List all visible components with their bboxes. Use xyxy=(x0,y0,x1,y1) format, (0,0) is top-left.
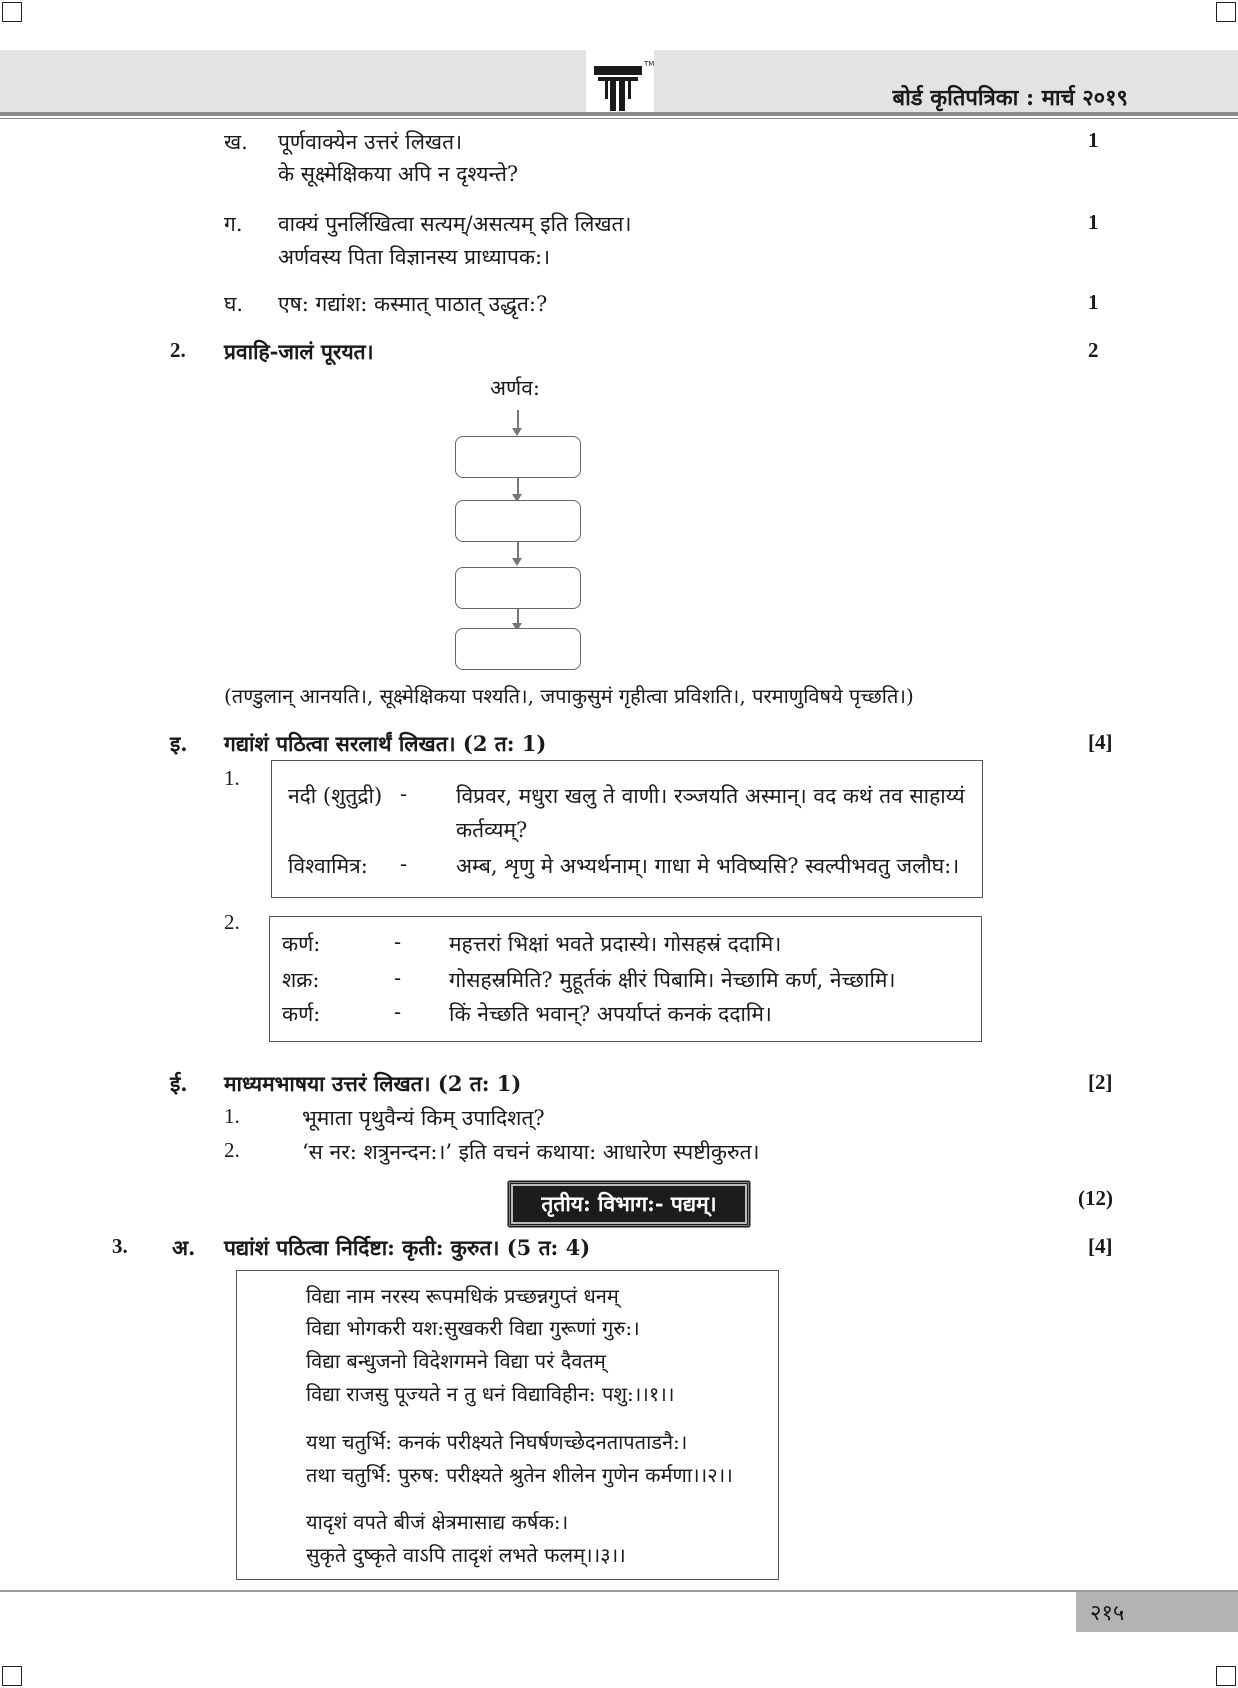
publisher-logo xyxy=(586,50,654,114)
qii-marks: [2] xyxy=(1088,1070,1113,1094)
flow-box-3[interactable] xyxy=(455,567,581,609)
qi-p2-line-1: महत्तरां भिक्षां भवते प्रदास्ये। गोसहस्रं ददामि। xyxy=(449,932,782,956)
qii-item-1-number: 1. xyxy=(224,1104,240,1128)
verse-line-3: विद्या बन्धुजनो विदेशगमने विद्या परं दैवतम् xyxy=(306,1349,606,1373)
q3-marks: [4] xyxy=(1088,1234,1113,1258)
q1-ga-marks: 1 xyxy=(1088,210,1099,234)
qi-p1-speaker-2: विश्वामित्र: xyxy=(288,854,368,878)
q2-number: 2. xyxy=(170,338,186,362)
flow-box-1[interactable] xyxy=(455,436,581,478)
qi-p1-line-2: अम्ब, शृणु मे अभ्यर्थनाम्। गाधा मे भविष्यसि? स्वल्पीभवतु जलौघ:। xyxy=(456,854,960,878)
qi-p1-dash-1: - xyxy=(400,782,408,806)
q1-ga-instruction: वाक्यं पुनर्लिखित्वा सत्यम्/असत्यम् इति लिखत। xyxy=(278,212,632,236)
q3-number: 3. xyxy=(112,1234,128,1258)
flow-box-4[interactable] xyxy=(455,628,581,670)
q1-ga-label: ग. xyxy=(224,212,243,236)
header-rule-thin xyxy=(0,118,1238,119)
q1-kha-instruction: पूर्णवाक्येन उत्तरं लिखत। xyxy=(278,130,463,154)
q1-kha-marks: 1 xyxy=(1088,128,1099,152)
verse-line-7: यादृशं वपते बीजं क्षेत्रमासाद्य कर्षक:। xyxy=(306,1510,569,1534)
qi-p1-speaker-1: नदी (शुतुद्री) xyxy=(288,784,383,808)
q1-kha-question: के सूक्ष्मेक्षिकया अपि न दृश्यन्ते? xyxy=(278,162,519,186)
qi-p2-speaker-2: शक्र: xyxy=(282,968,320,992)
flow-arrow-icon xyxy=(512,428,522,436)
crop-mark-top-right xyxy=(1216,2,1236,22)
footer-rule xyxy=(0,1590,1238,1592)
header-rule xyxy=(0,112,1238,116)
qii-item-1-text: भूमाता पृथुवैन्यं किम् उपादिशत्? xyxy=(302,1106,545,1130)
page-number: २१५ xyxy=(1076,1592,1238,1632)
qi-p2-dash-1: - xyxy=(394,930,402,954)
q1-kha-label: ख. xyxy=(224,130,248,154)
qi-p2-dash-3: - xyxy=(394,1000,402,1024)
verse-line-2: विद्या भोगकरी यश:सुखकरी विद्या गुरूणां गुरु:। xyxy=(306,1316,640,1340)
crop-mark-bottom-left xyxy=(2,1666,22,1686)
verse-line-6: तथा चतुर्भि: पुरुष: परीक्ष्यते श्रुतेन शीलेन गुणेन कर्मणा।।२।। xyxy=(306,1463,733,1487)
svg-text:TM: TM xyxy=(644,60,654,68)
flow-arrow-icon xyxy=(512,558,522,566)
verse-line-1: विद्या नाम नरस्य रूपमधिकं प्रच्छन्नगुप्तं धनम् xyxy=(306,1284,619,1308)
qi-p1-line-1a: विप्रवर, मधुरा खलु ते वाणी। रञ्जयति अस्मान्। वद कथं तव साहाय्यं xyxy=(456,784,965,808)
qi-p2-dash-2: - xyxy=(394,966,402,990)
q3-label: अ. xyxy=(172,1235,196,1260)
flow-top-label: अर्णव: xyxy=(490,376,540,400)
q1-gha-label: घ. xyxy=(224,292,244,316)
qii-item-2-text: ‘स नर: शत्रुनन्दन:।’ इति वचनं कथाया: आधारेण स्पष्टीकुरुत। xyxy=(302,1140,760,1164)
qi-marks: [4] xyxy=(1088,730,1113,754)
section-3-badge: तृतीय: विभाग:- पद्यम्। xyxy=(507,1180,751,1228)
crop-mark-top-left xyxy=(2,2,22,22)
qi-p2-number: 2. xyxy=(224,910,240,934)
qi-p2-speaker-3: कर्ण: xyxy=(282,1002,321,1026)
qi-p1-dash-2: - xyxy=(400,852,408,876)
qi-p2-speaker-1: कर्ण: xyxy=(282,932,321,956)
section-3-marks: (12) xyxy=(1078,1186,1113,1210)
qii-label: ई. xyxy=(170,1071,188,1096)
qi-label: इ. xyxy=(170,731,188,756)
qi-p2-line-3: किं नेच्छति भवान्? अपर्याप्तं कनकं ददामि। xyxy=(449,1002,772,1026)
q2-title: प्रवाहि-जालं पूरयत। xyxy=(224,339,374,364)
qi-p1-number: 1. xyxy=(224,766,240,790)
verse-line-4: विद्या राजसु पूज्यते न तु धनं विद्याविहीन: पशु:।।१।। xyxy=(306,1382,675,1406)
header-title: बोर्ड कृतिपत्रिका : मार्च २०१९ xyxy=(892,85,1128,111)
verse-line-8: सुकृते दुष्कृते वाऽपि तादृशं लभते फलम्।।३।। xyxy=(306,1543,626,1567)
t-logo-icon xyxy=(586,50,654,114)
qii-title: माध्यमभाषया उत्तरं लिखत। (2 त: 1) xyxy=(224,1071,522,1096)
qi-title: गद्यांशं पठित्वा सरलार्थं लिखत। (2 त: 1) xyxy=(224,731,547,756)
q1-ga-question: अर्णवस्य पिता विज्ञानस्य प्राध्यापक:। xyxy=(278,245,551,269)
q2-options: (तण्डुलान् आनयति।, सूक्ष्मेक्षिकया पश्यति।, जपाकुसुमं गृहीत्वा प्रविशति।, परमाणुविषये पृच्छति।) xyxy=(224,684,914,708)
crop-mark-bottom-right xyxy=(1216,1666,1236,1686)
qi-p2-line-2: गोसहस्रमिति? मुहूर्तकं क्षीरं पिबामि। नेच्छामि कर्ण, नेच्छामि। xyxy=(449,968,896,992)
verse-line-5: यथा चतुर्भि: कनकं परीक्ष्यते निघर्षणच्छेदनतापताडनै:। xyxy=(306,1430,688,1454)
q3-title: पद्यांशं पठित्वा निर्दिष्टा: कृती: कुरुत। (5 त: 4) xyxy=(224,1235,591,1260)
flow-box-2[interactable] xyxy=(455,500,581,542)
qii-item-2-number: 2. xyxy=(224,1138,240,1162)
q1-gha-question: एष: गद्यांश: कस्मात् पाठात् उद्धृत:? xyxy=(278,292,548,316)
q1-gha-marks: 1 xyxy=(1088,290,1099,314)
q2-marks: 2 xyxy=(1088,338,1099,362)
qi-p1-line-1b: कर्तव्यम्? xyxy=(456,818,528,842)
